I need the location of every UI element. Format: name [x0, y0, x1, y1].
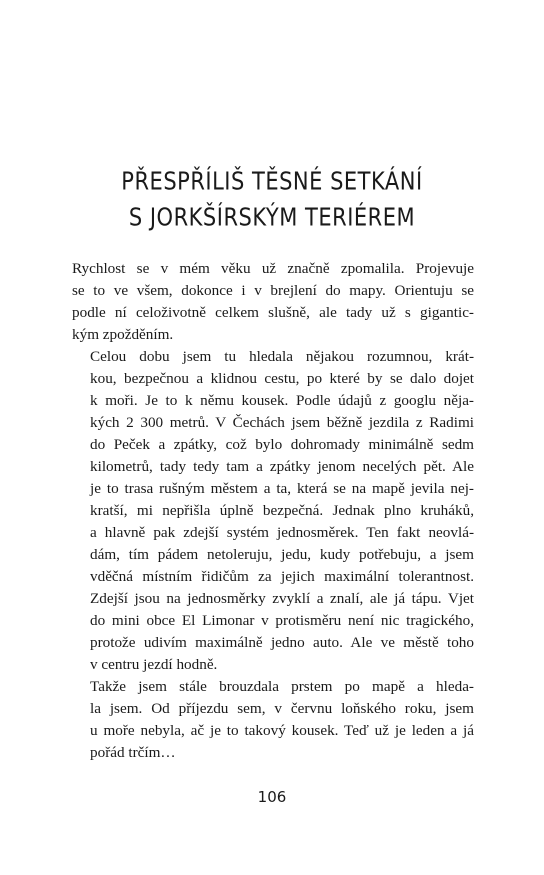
- chapter-body: [72, 258, 474, 764]
- page-number: 106: [257, 788, 287, 806]
- text-line: kým zpožděním.: [72, 326, 174, 343]
- text-line: Takže jsem stále brouzdala prstem po mapě a hleda-: [90, 678, 474, 695]
- chapter-title-line-1: PŘESPŘÍLIŠ TĚSNÉ SETKÁNÍ: [121, 167, 423, 196]
- text-line: pořád trčím…: [90, 744, 176, 761]
- paragraph-2: [72, 346, 474, 676]
- text-line: se to ve všem, dokonce i v brejlení do mapy. Orientuju se: [72, 282, 474, 299]
- text-line: kou, bezpečnou a klidnou cestu, po které by se dalo dojet: [90, 370, 474, 387]
- text-line: a hlavně pak zdejší systém jednosměrek. Ten fakt neovlá-: [90, 524, 474, 541]
- chapter-title-line-2: S JORKŠÍRSKÝM TERIÉREM: [128, 203, 416, 232]
- text-line: Celou dobu jsem tu hledala nějakou rozumnou, krát-: [90, 348, 474, 365]
- text-line: la jsem. Od příjezdu sem, v červnu loňského roku, jsem: [90, 700, 474, 717]
- text-line: do Peček a zpátky, což bylo dohromady minimálně sedm: [90, 436, 474, 453]
- text-line: kilometrů, tady tedy tam a zpátky jenom necelých pět. Ale: [90, 458, 474, 475]
- text-line: vděčná místním řidičům za jejich maximální tolerantnost.: [90, 568, 474, 585]
- text-line: kratší, mi nepřišla úplně bezpečná. Jednak plno kruháků,: [90, 502, 474, 519]
- text-line: dám, tím pádem netoleruju, jedu, kudy potřebuju, a jsem: [90, 546, 474, 563]
- text-line: k moři. Je to k němu kousek. Podle údajů z googlu něja-: [90, 392, 474, 409]
- text-line: do mini obce El Limonar v protisměru není nic tragického,: [90, 612, 474, 629]
- chapter-title: [0, 163, 544, 235]
- text-line: protože udivím maximálně jedno auto. Ale ve městě toho: [90, 634, 474, 651]
- text-line: Rychlost se v mém věku už značně zpomalila. Projevuje: [72, 260, 474, 277]
- text-line: u moře nebyla, ač je to takový kousek. Teď už je leden a já: [90, 722, 474, 739]
- text-line: je to trasa rušným městem a ta, která se na mapě jevila nej-: [90, 480, 474, 497]
- text-line: Zdejší jsou na jednosměrky zvyklí a znalí, ale já tápu. Vjet: [90, 590, 474, 607]
- paragraph-3: [72, 676, 474, 764]
- paragraph-1: [72, 258, 474, 346]
- text-line: podle ní celoživotně celkem slušně, ale tady už s gigantic-: [72, 304, 474, 321]
- text-line: v centru jezdí hodně.: [90, 656, 218, 673]
- text-line: kých 2 300 metrů. V Čechách jsem běžně jezdila z Radimi: [90, 414, 474, 431]
